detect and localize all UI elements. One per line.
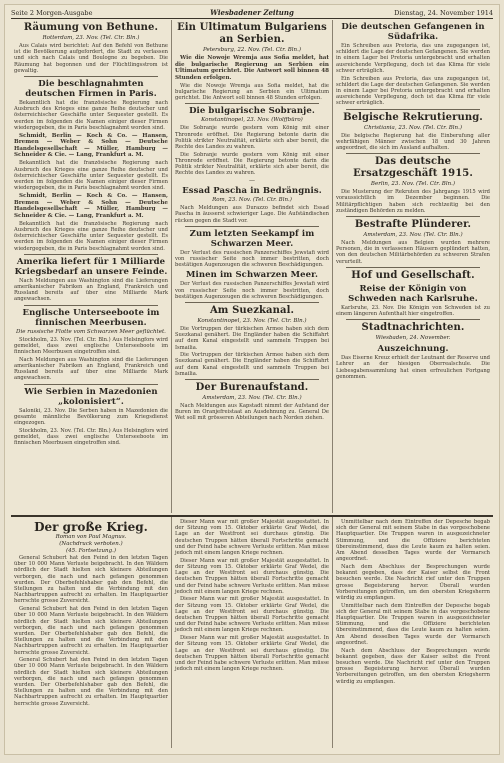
article-text: Ein Schreiben aus Pretoria, das uns zugegangen ist, schildert die Lage der deutschen Gefangenen. Sie werden in einem Lager bei Pretoria untergebracht und erhalten ausreichende Verpflegung, doch ist das Klima für viele schwer erträglich. Ein Schreiben aus Pretoria, das uns zugegangen ist, schildert die Lage der deutschen Gefangenen. Sie werden in einem Lager bei Pretoria untergebracht und erhalten ausreichende Verpflegung, doch ist das Klima für viele schwer erträglich. (336, 43, 490, 107)
headline: Die bulgarische Sobranje. (189, 106, 315, 117)
article-text: Bekanntlich hat die französische Regierung nach Ausbruch des Krieges eine ganze Reihe deutscher und österreichischer Geschäfte unter Sequester gestellt. Es werden im folgenden die Namen einiger dieser Firmen wiedergegeben, die in Paris beschlagnahmt worden sind. Schmidt, Berlin — Koch & Co. — Hansen, Bremen — Weber & Sohn — Deutsche Handelsgesellschaft — Müller, Hamburg — Schneider & Cie. — Lang, Frankfurt a. M. Bekanntlich hat die französische Regierung nach Ausbruch des Krieges eine ganze Reihe deutscher und österreichischer Geschäfte unter Sequester gestellt. Es werden im folgenden die Namen einiger dieser Firmen wiedergegeben, die in Paris beschlagnahmt worden sind. Schmidt, Berlin — Koch & Co. — Hansen, Bremen — Weber & Sohn — Deutsche Handelsgesellschaft — Müller, Hamburg — Schneider & Cie. — Lang, Frankfurt a. M. Bekanntlich hat die französische Regierung nach Ausbruch des Krieges eine ganze Reihe deutscher und österreichischer Geschäfte unter Sequester gestellt. Es werden im folgenden die Namen einiger dieser Firmen wiedergegeben, die in Paris beschlagnahmt worden sind. (14, 100, 168, 252)
divider (185, 103, 319, 104)
feuilleton-section (11, 515, 493, 748)
divider (24, 76, 158, 77)
headline: Der Burenaufstand. (195, 382, 309, 394)
column-3 (333, 20, 493, 513)
newspaper-page (4, 4, 500, 755)
page-number-edition: Seite 2 Morgen-Ausgabe (11, 9, 93, 17)
article-text: Saloniki, 23. Nov. Die Serben haben in Mazedonien die gesamte männliche Bevölkerung zum Kriegsdienst eingezogen. Stockholm, 23. Nov. (Tel. Ctr. Bln.) Aus Helsingfors wird gemeldet, dass zwei englische Unterseeboote im finnischen Meerbusen eingetroffen sind. (14, 407, 168, 447)
masthead (11, 8, 493, 19)
headline: Essad Pascha in Bedrängnis. (182, 186, 322, 197)
serial-title: Der große Krieg. (34, 520, 148, 534)
serial-subtitle: Roman von Paul Magnus. (55, 534, 127, 540)
headline: Ein Ultimatum Bulgariens an Serbien. (177, 22, 327, 45)
headline: Am Suezkanal. (209, 304, 295, 316)
headline: Hof und Gesellschaft. (351, 269, 475, 281)
subheadline: Auszeichnung. (377, 344, 449, 355)
article-text: Der Verlust des russischen Panzerschiffes Jewstafi wird von russischer Seite noch immer bestritten, doch bestätigen Augenzeugen die schweren Beschädigungen. (175, 281, 329, 300)
news-columns (11, 20, 493, 513)
article-text: Stockholm, 23. Nov. (Tel. Ctr. Bln.) Aus Helsingfors wird gemeldet, dass zwei englische Unterseeboote im finnischen Meerbusen eingetroffen sind. Nach Meldungen aus Washington sind die Lieferungen amerikanischer Fabriken an England, Frankreich und Russland bereits auf über eine Milliarde Mark angewachsen. (14, 336, 168, 382)
divider (24, 254, 158, 255)
divider (185, 302, 319, 303)
headline: Stadtnachrichten. (361, 322, 465, 334)
headline: Räumung von Bethune. (23, 22, 159, 33)
dateline: Amsterdam, 23. Nov. (Tel. Ctr. Bln.) (363, 231, 463, 238)
article-text: Nach Meldungen aus Belgien wurden mehrere Personen, die in verlassenen Häusern geplündert hatten, von den deutschen Militärbehörden zu schweren Strafen verurteilt. (336, 239, 490, 265)
dateline: Christiania, 23. Nov. (Tel. Ctr. Bln.) (364, 124, 462, 131)
newspaper-title: Wiesbadener Zeitung (210, 8, 294, 17)
dateline: Konstantinopel, 23. Nov. (Tel. Ctr. Bln.) (197, 317, 307, 324)
article-text: Nach Meldungen aus Durazzo befindet sich Essad Pascha in äusserst schwieriger Lage. Die Aufständischen rücken gegen die Stadt vor. (175, 205, 329, 224)
chapter-number: (45. Fortsetzung.) (66, 548, 116, 554)
subheadline: Reise der Königin von Schweden nach Karlsruhe. (348, 283, 478, 304)
issue-date: Dienstag, 24. November 1914 (394, 9, 493, 17)
article-text: Die Vortruppen der türkischen Armee haben sich dem Suezkanal genähert. Die Engländer haben die Schiffahrt auf dem Kanal eingestellt und sammeln Truppen bei Ismailia. Die Vortruppen der türkischen Armee haben sich dem Suezkanal genähert. Die Engländer haben die Schiffahrt auf dem Kanal eingestellt und sammeln Truppen bei Ismailia. (175, 325, 329, 377)
divider (346, 153, 480, 154)
divider (346, 267, 480, 268)
article-text: Nach Meldungen aus Washington sind die Lieferungen amerikanischer Fabriken an England, Frankreich und Russland bereits auf über eine Milliarde Mark angewachsen. (14, 277, 168, 303)
dateline: Wiesbaden, 24. November. (375, 335, 451, 342)
feuilleton-column-1 (11, 517, 172, 748)
article-text: Karlsruhe, 23. Nov. Die Königin von Schweden ist zu einem längeren Aufenthalt hier eingetroffen. (336, 304, 490, 317)
divider (346, 109, 480, 110)
article-text: Aus Calais wird berichtet: Auf den Befehl von Bethune ist die Bevölkerung aufgefordert, die Stadt zu verlassen und sich nach Calais und Boulogne zu begeben. Die Räumung hat begonnen und der Flüchtlingsstrom ist gewaltig. (14, 43, 168, 74)
article-text: Die Sobranje wurde gestern vom König mit einer Thronrede eröffnet. Die Regierung betonte darin die Politik strikter Neutralität, erklärte sich aber bereit, die Rechte des Landes zu wahren. Die Sobranje wurde gestern vom König mit einer Thronrede eröffnet. Die Regierung betonte darin die Politik strikter Neutralität, erklärte sich aber bereit, die Rechte des Landes zu wahren. (175, 125, 329, 177)
serial-text: Dieser Mann war mit großer Majestät ausgestattet. In der Sitzung vom 15. Oktober erklärte Graf Wedel, die Lage an der Westfront sei durchaus günstig. Die deutschen Truppen hätten überall Fortschritte gemacht und der Feind habe schwere Verluste erlitten. Man müsse jedoch mit einem langen Kriege rechnen. Dieser Mann war mit großer Majestät ausgestattet. In der Sitzung vom 15. Oktober erklärte Graf Wedel, die Lage an der Westfront sei durchaus günstig. Die deutschen Truppen hätten überall Fortschritte gemacht und der Feind habe schwere Verluste erlitten. Man müsse jedoch mit einem langen Kriege rechnen. Dieser Mann war mit großer Majestät ausgestattet. In der Sitzung vom 15. Oktober erklärte Graf Wedel, die Lage an der Westfront sei durchaus günstig. Die deutschen Truppen hätten überall Fortschritte gemacht und der Feind habe schwere Verluste erlitten. Man müsse jedoch mit einem langen Kriege rechnen. Dieser Mann war mit großer Majestät ausgestattet. In der Sitzung vom 15. Oktober erklärte Graf Wedel, die Lage an der Westfront sei durchaus günstig. Die deutschen Truppen hätten überall Fortschritte gemacht und der Feind habe schwere Verluste erlitten. Man müsse jedoch mit einem langen Kriege rechnen. (175, 519, 329, 673)
headline: Englische Unterseeboote im finnischen Meerbusen. (22, 307, 160, 328)
divider (24, 384, 158, 385)
subheadline: Die russische Flotte vom Schwarzen Meer geflüchtet. (16, 328, 166, 335)
divider (24, 305, 158, 306)
article-text: Das Eiserne Kreuz erhielt der Leutnant der Reserve und Lehrer an der hiesigen Oberrealschule. Die Liebesgabensammlung hat einen erfreulichen Fortgang genommen. (336, 355, 490, 380)
column-1 (11, 20, 172, 513)
subheadline: Minen im Schwarzen Meer. (186, 270, 318, 281)
article-text: Wie die Nowoje Wremja aus Sofia meldet, hat die bulgarische Regierung an Serbien ein Ultimatum gerichtet. Die Antwort soll binnen 48 Stunden erfolgen. Wie die Nowoje Wremja aus Sofia meldet, hat die bulgarische Regierung an Serbien ein Ultimatum gerichtet. Die Antwort soll binnen 48 Stunden erfolgen. (175, 55, 329, 102)
article-text: Die belgische Regierung hat die Einberufung aller wehrfähigen Männer zwischen 18 und 30 Jahren angeordnet, die sich im Ausland aufhalten. (336, 132, 490, 151)
headline: Belgische Rekrutierung. (343, 111, 483, 123)
headline: Die beschlagnahmten deutschen Firmen in Paris. (25, 79, 157, 100)
headline: Die deutschen Gefangenen in Südafrika. (341, 22, 485, 42)
dateline: Konstantinopel, 23. Nov. (Wolffbüro) (201, 117, 303, 124)
headline: Wie Serbien in Mazedonien „kolonisiert“. (24, 386, 158, 407)
feuilleton-column-3 (333, 517, 493, 748)
article-text: Der Verlust des russischen Panzerschiffes Jewstafi wird von russischer Seite noch immer bestritten, doch bestätigen Augenzeugen die schweren Beschädigungen. (175, 249, 329, 269)
serial-text: Unmittelbar nach dem Eintreffen der Depesche begab sich der General mit seinem Stabe in das vorgeschobene Hauptquartier. Die Truppen waren in ausgezeichneter Stimmung, und die Offiziere berichteten übereinstimmend, dass die Leute kaum zu halten seien. Am Abend desselben Tages wurde der Vormarsch angeordnet. Nach dem Abschluss der Besprechungen wurde bekannt gegeben, dass der Kaiser selbst die Front besuchen werde. Die Nachricht rief unter den Truppen grosse Begeisterung hervor. Überall wurden Vorbereitungen getroffen, um den obersten Kriegsherrn würdig zu empfangen. Unmittelbar nach dem Eintreffen der Depesche begab sich der General mit seinem Stabe in das vorgeschobene Hauptquartier. Die Truppen waren in ausgezeichneter Stimmung, und die Offiziere berichteten übereinstimmend, dass die Leute kaum zu halten seien. Am Abend desselben Tages wurde der Vormarsch angeordnet. Nach dem Abschluss der Besprechungen wurde bekannt gegeben, dass der Kaiser selbst die Front besuchen werde. Die Nachricht rief unter den Truppen grosse Begeisterung hervor. Überall wurden Vorbereitungen getroffen, um den obersten Kriegsherrn würdig zu empfangen. (336, 519, 490, 685)
headline: Zum letzten Seekampf im Schwarzen Meer. (189, 228, 315, 249)
serial-text: General Schubert hat den Feind in den letzten Tagen über 10 000 Mann Verluste beigebracht. In den Wäldern nördlich der Stadt hielten sich kleinere Abteilungen verborgen, die nach und nach gefangen genommen wurden. Der Oberbefehlshaber gab den Befehl, die Stellungen zu halten und die Verbindung mit den Nachbartruppen aufrecht zu erhalten. Im Hauptquartier herrschte grosse Zuversicht. General Schubert hat den Feind in den letzten Tagen über 10 000 Mann Verluste beigebracht. In den Wäldern nördlich der Stadt hielten sich kleinere Abteilungen verborgen, die nach und nach gefangen genommen wurden. Der Oberbefehlshaber gab den Befehl, die Stellungen zu halten und die Verbindung mit den Nachbartruppen aufrecht zu erhalten. Im Hauptquartier herrschte grosse Zuversicht. General Schubert hat den Feind in den letzten Tagen über 10 000 Mann Verluste beigebracht. In den Wäldern nördlich der Stadt hielten sich kleinere Abteilungen verborgen, die nach und nach gefangen genommen wurden. Der Oberbefehlshaber gab den Befehl, die Stellungen zu halten und die Verbindung mit den Nachbartruppen aufrecht zu erhalten. Im Hauptquartier herrschte grosse Zuversicht. (14, 555, 168, 707)
dateline: Rotterdam, 23. Nov. (Tel. Ctr. Bln.) (42, 35, 140, 41)
dateline: Rom, 23. Nov. (Tel. Ctr. Bln.) (212, 197, 292, 204)
column-2 (172, 20, 333, 513)
headline: Amerika liefert für 1 Milliarde Kriegsbedarf an unsere Feinde. (14, 256, 168, 277)
reprint-note: (Nachdruck verboten.) (59, 541, 123, 547)
divider (185, 379, 319, 380)
divider (185, 226, 319, 227)
article-text: Nach Meldungen aus Kapstadt nimmt der Aufstand der Buren im Oranjefreistaat an Ausdehnung zu. General De Wet soll mit grösseren Abteilungen nach Norden ziehen. (175, 403, 329, 422)
divider: — (249, 177, 255, 185)
dateline: Petersburg, 22. Nov. (Tel. Ctr. Bln.) (203, 47, 301, 53)
divider (346, 319, 480, 320)
dateline: Amsterdam, 23. Nov. (Tel. Ctr. Bln.) (202, 395, 302, 402)
dateline: Berlin, 23. Nov. (Tel. Ctr. Bln.) (370, 181, 456, 188)
feuilleton-column-2 (172, 517, 333, 748)
headline: Das deutsche Ersatzgeschäft 1915. (353, 156, 473, 180)
headline: Bestrafte Plünderer. (354, 218, 472, 230)
divider (346, 216, 480, 217)
article-text: Die Musterung der Rekruten des Jahrgangs 1915 wird voraussichtlich im Dezember beginnen. Die Militärpflichtigen haben sich rechtzeitig bei den zuständigen Behörden zu melden. (336, 189, 490, 214)
